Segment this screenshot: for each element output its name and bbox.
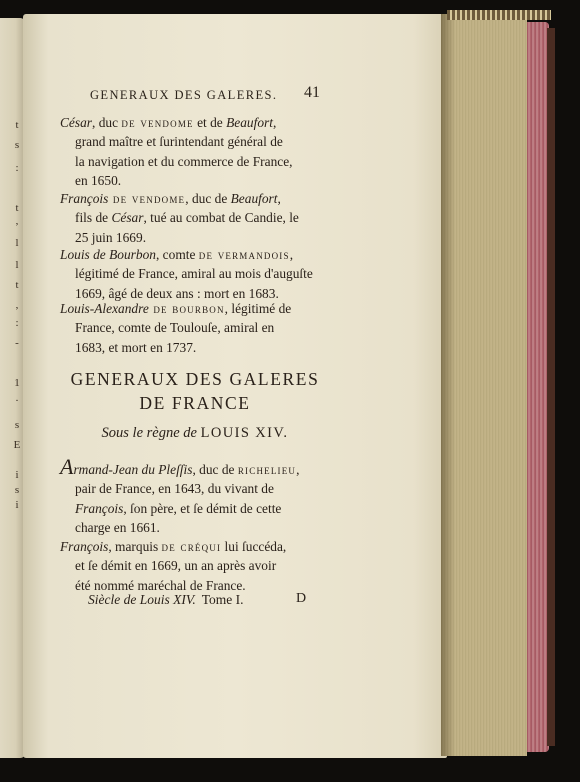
entry-line: été nommé maréchal de France. <box>75 577 246 593</box>
entry-line: pair de France, en 1643, du vivant de <box>75 481 274 497</box>
section-title-line: DE FRANCE <box>139 393 251 413</box>
signature-mark: D <box>296 591 307 606</box>
signature-tome: Tome I. <box>201 592 244 607</box>
entry-name: François <box>60 191 109 206</box>
entry-title: de vendome <box>108 191 186 206</box>
entry-line: 1683, et mort en 1737. <box>75 339 197 355</box>
left-page-fragment: t <box>15 119 19 131</box>
entry-text: , duc de <box>185 191 231 206</box>
entry-place: Beaufort <box>230 191 278 206</box>
entry-title: richelieu <box>237 462 297 477</box>
entry-line: 25 juin 1669. <box>75 229 147 245</box>
entry-text: , <box>272 115 277 130</box>
left-page-fragment: l <box>15 237 19 249</box>
entry-name: César <box>60 115 92 130</box>
entry-title: de vendome <box>121 115 194 130</box>
left-page-fragment: : <box>15 317 19 329</box>
entry-line: la navigation et du commerce de France, <box>75 153 293 169</box>
reign-king: LOUIS XIV. <box>200 425 289 441</box>
signature-title: Siècle de Louis XIV. <box>88 592 196 607</box>
entry-title: de vermandois <box>198 247 290 262</box>
entry-title: de bourbon <box>148 301 225 316</box>
left-page-fragment: . <box>15 392 19 404</box>
left-page-fragment: t <box>15 202 19 214</box>
entry-line: en 1650. <box>75 172 122 188</box>
entry-name: François <box>60 539 109 554</box>
left-page-fragment: , <box>15 299 19 311</box>
entry-louis-alexandre <box>60 299 347 357</box>
entry-text: , <box>277 191 281 206</box>
section-title-line: GENERAUX DES GALERES <box>70 369 320 389</box>
gutter-shadow <box>441 14 455 756</box>
left-page-fragment: s <box>14 419 20 431</box>
entry-cesar <box>60 113 347 190</box>
entry-name: rmand-Jean du Pleſſis <box>73 462 193 477</box>
entry-louis-bourbon <box>60 245 347 303</box>
entry-text: , légitimé de <box>224 301 292 316</box>
entry-text: , duc <box>92 115 122 130</box>
section-heading <box>60 367 330 415</box>
entry-name: Louis-Alexandre <box>60 301 149 316</box>
entry-place: Beaufort <box>226 115 273 130</box>
cover-board <box>547 28 555 746</box>
entry-text: fils de <box>75 210 112 226</box>
entry-text: , duc de <box>192 462 238 477</box>
left-page-fragment: s <box>14 484 20 496</box>
entry-text: , tué au combat de Candie, le <box>143 210 299 226</box>
entry-text: , <box>289 247 294 262</box>
entry-text: , <box>296 462 300 477</box>
entry-francois-vendome <box>60 189 347 247</box>
entry-line: charge en 1661. <box>75 519 160 535</box>
left-page-fragment: : <box>15 162 19 174</box>
entry-text: , comte <box>155 247 199 262</box>
entry-line: et ſe démit en 1669, un an après avoir <box>75 558 277 574</box>
entry-line: grand maître et ſurintendant général de <box>75 134 283 150</box>
entry-crequi <box>60 537 347 595</box>
left-page-fragment: - <box>15 337 19 349</box>
signature-line <box>88 592 244 608</box>
entry-name: Louis de Bourbon <box>60 247 156 262</box>
book-cover-edge <box>527 22 549 752</box>
drop-cap: A <box>60 454 74 479</box>
left-page-fragment: i <box>15 499 19 511</box>
entry-line: 1669, âgé de deux ans : mort en 1683. <box>75 285 279 301</box>
page-number: 41 <box>304 84 320 101</box>
left-page-fragment: 1 <box>14 377 20 389</box>
entry-text: et de <box>193 115 227 130</box>
running-head: GENERAUX DES GALERES. <box>90 88 278 102</box>
left-page-fragment: t <box>15 279 19 291</box>
reign-prefix: Sous le règne de <box>101 425 201 441</box>
left-page-fragment: s <box>14 139 20 151</box>
entry-name-ref: César <box>111 210 144 226</box>
left-page-fragment: l <box>15 259 19 271</box>
entry-text: lui ſuccéda, <box>221 539 287 554</box>
left-page-fragment: E <box>13 439 21 451</box>
headband <box>447 10 551 20</box>
left-page-fragment: i <box>15 469 19 481</box>
entry-line: légitimé de France, amiral au mois d'auguſte <box>75 266 313 282</box>
entry-richelieu <box>60 454 347 537</box>
entry-name-ref: François <box>75 500 124 516</box>
reign-subtitle <box>60 425 330 442</box>
entry-line: France, comte de Toulouſe, amiral en <box>75 320 275 336</box>
entry-text: , marquis <box>108 539 162 554</box>
entry-title: de créqui <box>161 539 222 554</box>
entry-text: , ſon père, et ſe démit de cette <box>123 500 282 516</box>
left-page-fragment: , <box>15 215 19 227</box>
